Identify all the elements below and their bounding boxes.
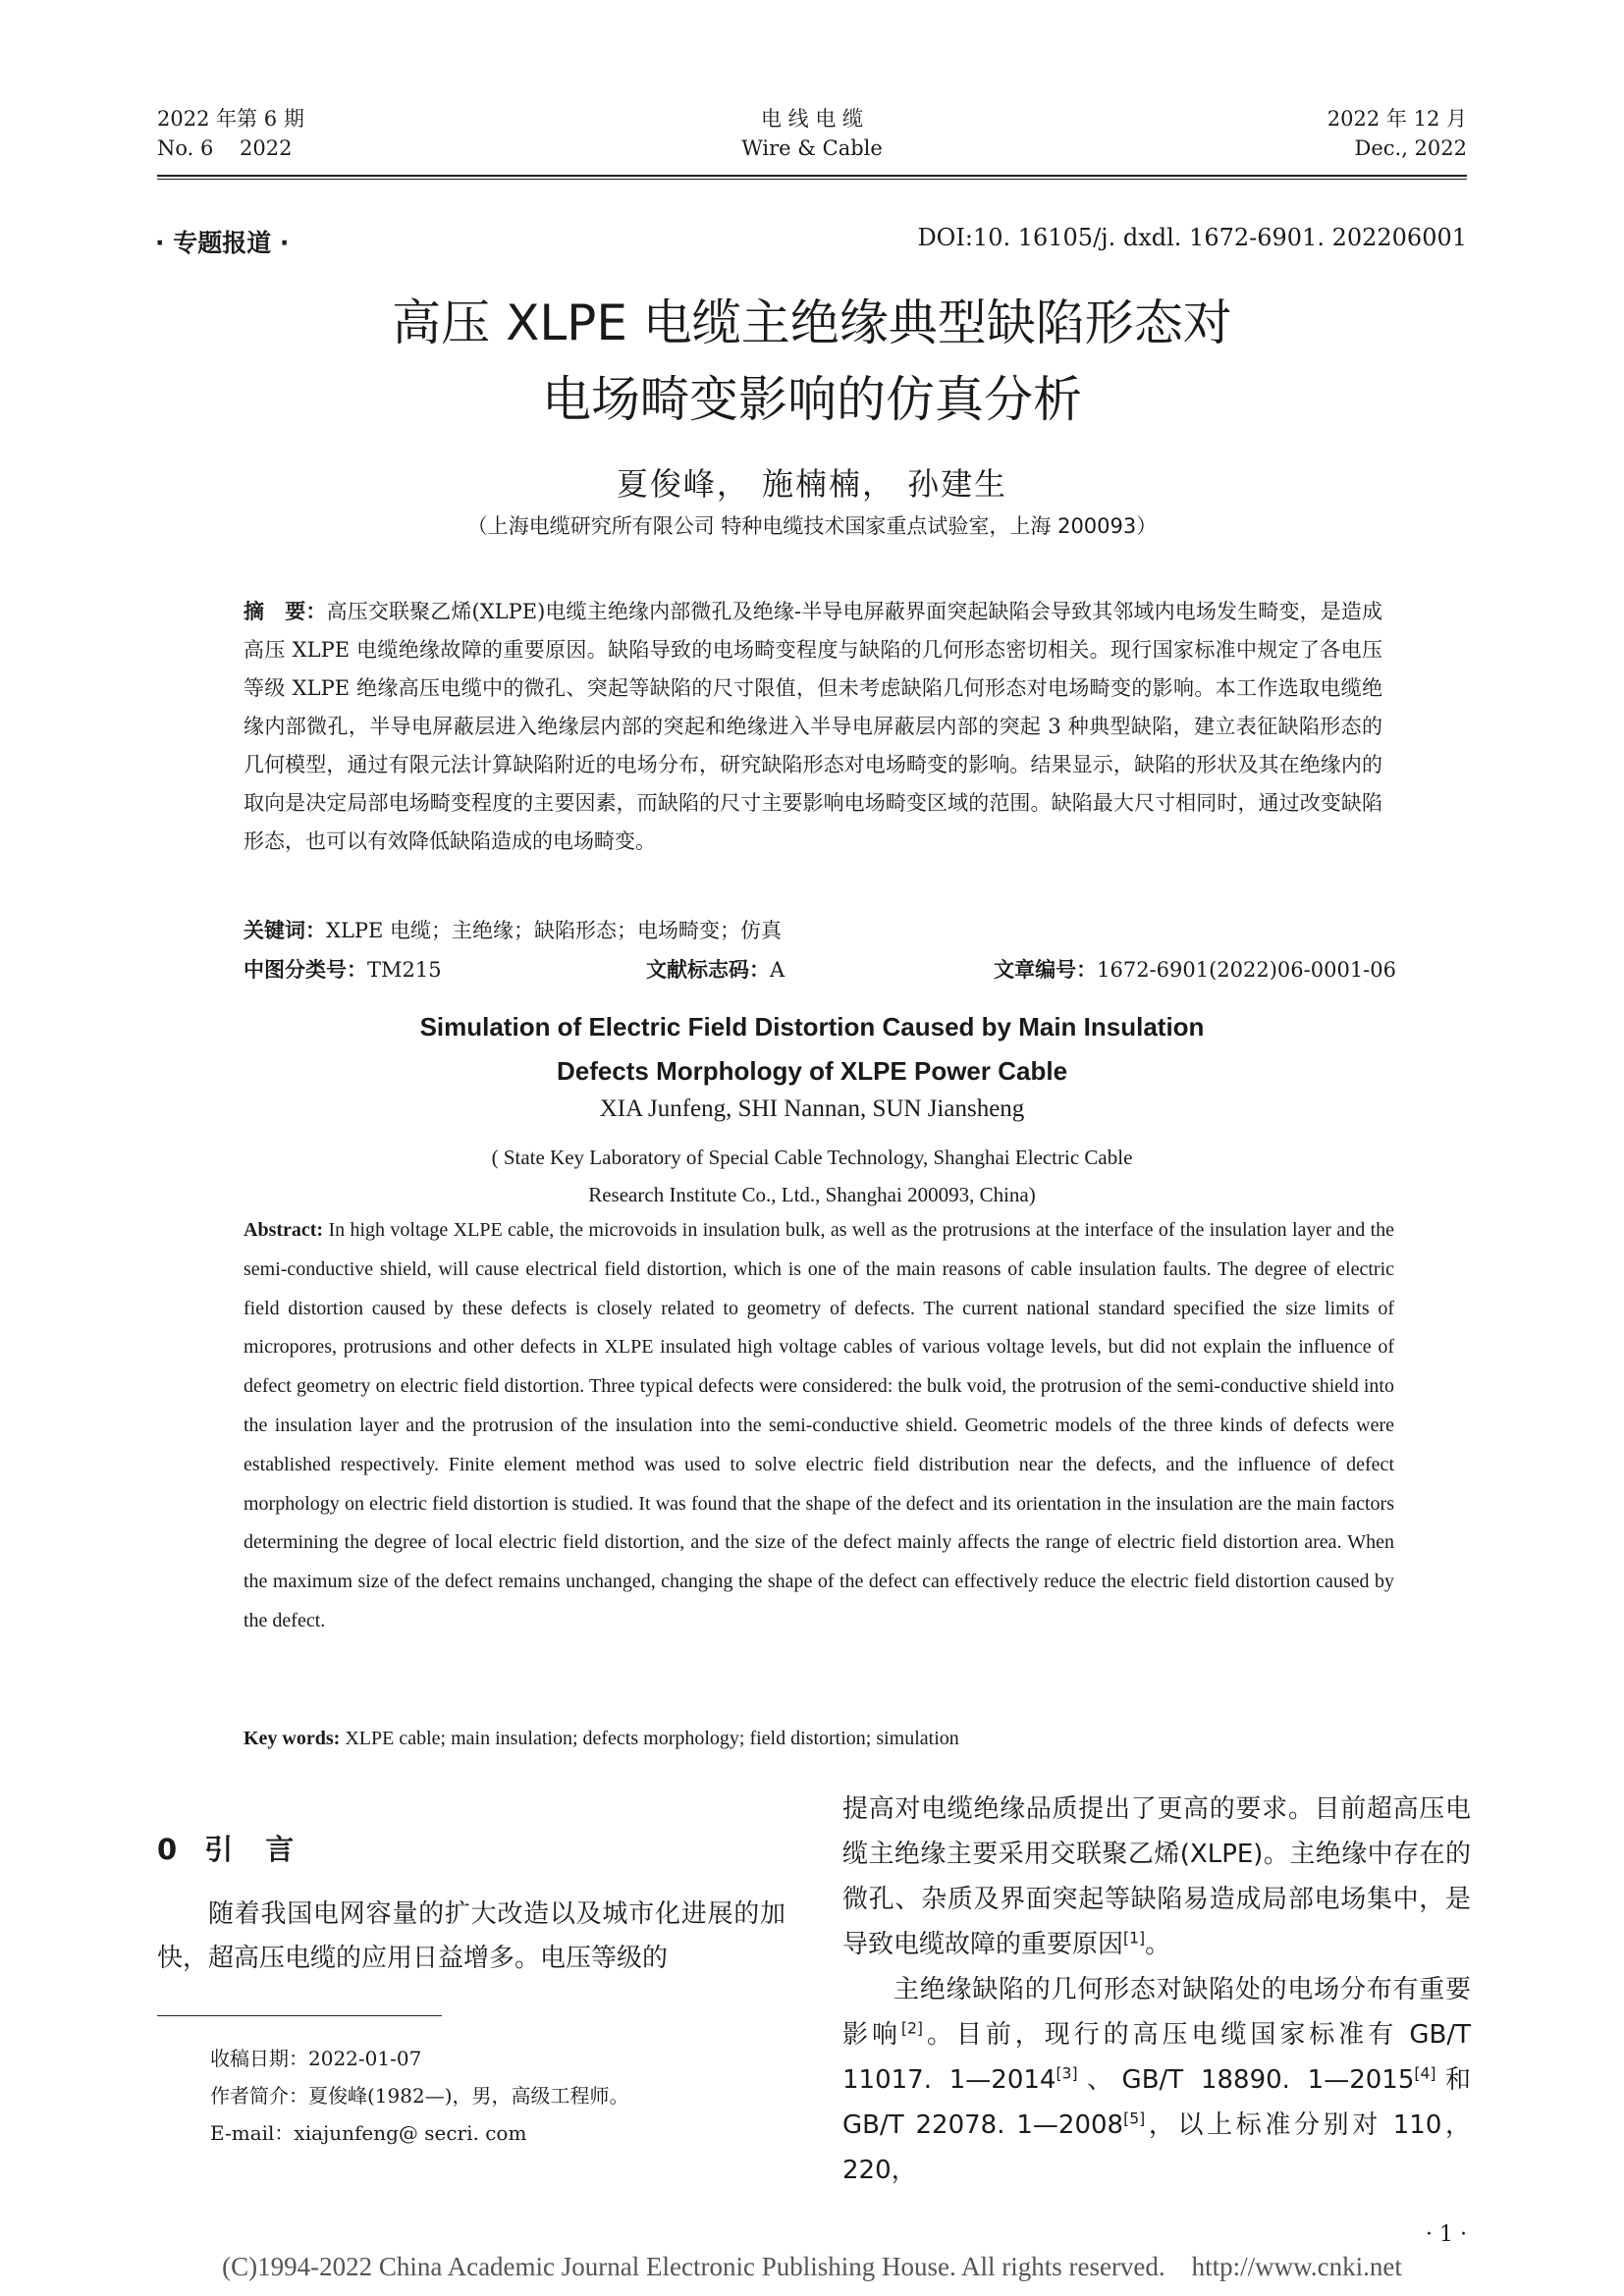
clc-label: 中图分类号： bbox=[244, 958, 367, 982]
affiliation-zh: （上海电缆研究所有限公司 特种电缆技术国家重点试验室，上海 200093） bbox=[466, 514, 1158, 538]
doc-code bbox=[646, 954, 785, 984]
header-date bbox=[1327, 104, 1467, 163]
citation-3: [3] bbox=[1056, 2064, 1078, 2083]
body-p2-a: 主绝缘缺陷的几何形态对缺陷处的电场分布有重要影响 bbox=[842, 1975, 1471, 2050]
affiliation-en-line1: ( State Key Laboratory of Special Cable Technology, Shanghai Electric Cable bbox=[491, 1146, 1133, 1169]
art-label: 文章编号： bbox=[994, 958, 1098, 982]
footnote-email: E-mail：xiajunfeng@ secri. com bbox=[210, 2121, 527, 2145]
footnotes bbox=[210, 2040, 629, 2152]
keywords-zh-text: XLPE 电缆；主绝缘；缺陷形态；电场畸变；仿真 bbox=[326, 919, 783, 942]
abstract-en-label: Abstract: bbox=[244, 1219, 324, 1241]
header-rule bbox=[157, 175, 1467, 177]
art-value: 1672-6901(2022)06-0001-06 bbox=[1097, 958, 1396, 982]
header-date-zh: 2022 年 12 月 bbox=[1326, 107, 1467, 131]
doi: DOI:10. 16105/j. dxdl. 1672-6901. 202206001 bbox=[917, 224, 1467, 251]
footnote-author-bio: 作者简介：夏俊峰(1982—)，男，高级工程师。 bbox=[210, 2084, 629, 2108]
body-text-left: 随着我国电网容量的扩大改造以及城市化进展的加快，超高压电缆的应用日益增多。电压等级的 bbox=[157, 1899, 785, 1973]
body-paragraph-1 bbox=[842, 1787, 1471, 1967]
header-issue-en: No. 6 2022 bbox=[157, 136, 293, 160]
citation-4: [4] bbox=[1414, 2064, 1436, 2083]
header-rule-thin bbox=[157, 179, 1467, 180]
header-issue-zh: 2022 年第 6 期 bbox=[157, 107, 304, 131]
keywords-en bbox=[244, 1728, 1394, 1750]
keywords-en-label: Key words: bbox=[244, 1728, 341, 1749]
body-p2-e: ，以上标准分别对 110，220， bbox=[842, 2110, 1471, 2185]
citation-5: [5] bbox=[1123, 2109, 1146, 2128]
authors-zh: 夏俊峰， 施楠楠， 孙建生 bbox=[616, 465, 1008, 503]
title-en bbox=[0, 1005, 1624, 1094]
header-date-en: Dec., 2022 bbox=[1354, 136, 1467, 160]
footnote-received: 收稿日期：2022-01-07 bbox=[210, 2047, 422, 2070]
keywords-en-text: XLPE cable; main insulation; defects morphology; field distortion; simulation bbox=[340, 1728, 959, 1749]
copyright-footer: (C)1994-2022 China Academic Journal Electronic Publishing House. All rights reserved. http://www.cnki.net bbox=[222, 2252, 1402, 2281]
keywords-zh-label: 关键词： bbox=[244, 919, 326, 942]
title-zh-line2: 电场畸变影响的仿真分析 bbox=[542, 371, 1082, 428]
abstract-en-text: In high voltage XLPE cable, the microvoids in insulation bulk, as well as the protrusions at the interface of the insulation layer and the semi-conductive shield, will cause electrical field distortion, which is one of the main reasons of cable insulation faults. The degree of electric field distortion caused by these defects is closely related to geometry of defects. The current national standard specified the size limits of micropores, protrusions and other defects in XLPE insulated high voltage cables of various voltage levels, but did not explain the influence of defect geometry on electric field distortion. Three typical defects were considered: the bulk void, the protrusion of the semi-conductive shield into the insulation layer and the protrusion of the insulation into the semi-conductive shield. Geometric models of the three kinds of defects were established respectively. Finite element method was used to solve electric field distribution near the defects, and the influence of defect morphology on electric field distortion is studied. It was found that the shape of the defect and its orientation in the insulation are the main factors determining the degree of local electric field distortion, and the size of the defect mainly affects the range of electric field distortion area. When the maximum size of the defect remains unchanged, changing the shape of the defect can effectively reduce the electric field distortion caused by the defect. bbox=[244, 1219, 1394, 1631]
clc-value: TM215 bbox=[367, 958, 442, 982]
abstract-zh bbox=[244, 593, 1382, 861]
title-zh-line1: 高压 XLPE 电缆主绝缘典型缺陷形态对 bbox=[392, 294, 1232, 351]
footnote-rule bbox=[157, 2015, 442, 2016]
clc-number bbox=[244, 954, 442, 984]
body-text-right bbox=[842, 1787, 1471, 2193]
header-journal-en: Wire & Cable bbox=[741, 136, 883, 160]
abstract-en bbox=[244, 1211, 1394, 1641]
affiliation-en bbox=[0, 1139, 1624, 1213]
column-tag: · 专题报道 · bbox=[155, 229, 290, 257]
title-zh bbox=[0, 285, 1624, 438]
affiliation-en-line2: Research Institute Co., Ltd., Shanghai 200093, China) bbox=[588, 1183, 1036, 1206]
doc-value: A bbox=[770, 958, 785, 982]
article-number bbox=[994, 954, 1396, 984]
section-title: 引 言 bbox=[204, 1833, 297, 1866]
body-p2-c: 、GB/T 18890. 1—2015 bbox=[1077, 2065, 1415, 2095]
title-en-line1: Simulation of Electric Field Distortion Caused by Main Insulation bbox=[419, 1012, 1205, 1041]
body-p2-d: 和 GB/T 22078. 1—2008 bbox=[842, 2065, 1471, 2140]
header-journal-zh: 电 线 电 缆 bbox=[760, 107, 864, 131]
section-heading bbox=[157, 1828, 296, 1868]
body-paragraph-2 bbox=[842, 1967, 1471, 2193]
page-number: · 1 · bbox=[1426, 2222, 1467, 2247]
body-p1-text: 提高对电缆绝缘品质提出了更高的要求。目前超高压电缆主绝缘主要采用交联聚乙烯(XLPE)。主绝缘中存在的微孔、杂质及界面突起等缺陷易造成局部电场集中，是导致电缆故障的重要原因 bbox=[842, 1794, 1471, 1959]
authors-en: XIA Junfeng, SHI Nannan, SUN Jiansheng bbox=[599, 1095, 1025, 1122]
abstract-zh-label: 摘 要： bbox=[244, 600, 327, 623]
section-number: 0 bbox=[157, 1833, 180, 1866]
citation-1: [1] bbox=[1123, 1929, 1146, 1948]
abstract-zh-text: 高压交联聚乙烯(XLPE)电缆主绝缘内部微孔及绝缘-半导电屏蔽界面突起缺陷会导致其邻域内电场发生畸变，是造成高压 XLPE 电缆绝缘故障的重要原因。缺陷导致的电场畸变程度与缺陷的几何形态密切相关。现行国家标准中规定了各电压等级 XLPE 绝缘高压电缆中的微孔、突起等缺陷的尺寸限值，但未考虑缺陷几何形态对电场畸变的影响。本工作选取电缆绝缘内部微孔，半导电屏蔽层进入绝缘层内部的突起和绝缘进入半导电屏蔽层内部的突起 3 种典型缺陷，建立表征缺陷形态的几何模型，通过有限元法计算缺陷附近的电场分布，研究缺陷形态对电场畸变的影响。结果显示，缺陷的形状及其在绝缘内的取向是决定局部电场畸变程度的主要因素，而缺陷的尺寸主要影响电场畸变区域的范围。缺陷最大尺寸相同时，通过改变缺陷形态，也可以有效降低缺陷造成的电场畸变。 bbox=[244, 600, 1383, 853]
body-p2-b: 。目前，现行的高压电缆国家标准有 GB/T 11017. 1—2014 bbox=[842, 2020, 1471, 2095]
citation-2: [2] bbox=[900, 2019, 923, 2038]
doc-label: 文献标志码： bbox=[646, 958, 770, 982]
body-p1-end: 。 bbox=[1145, 1930, 1171, 1959]
title-en-line2: Defects Morphology of XLPE Power Cable bbox=[556, 1056, 1068, 1086]
keywords-zh bbox=[244, 915, 1382, 944]
